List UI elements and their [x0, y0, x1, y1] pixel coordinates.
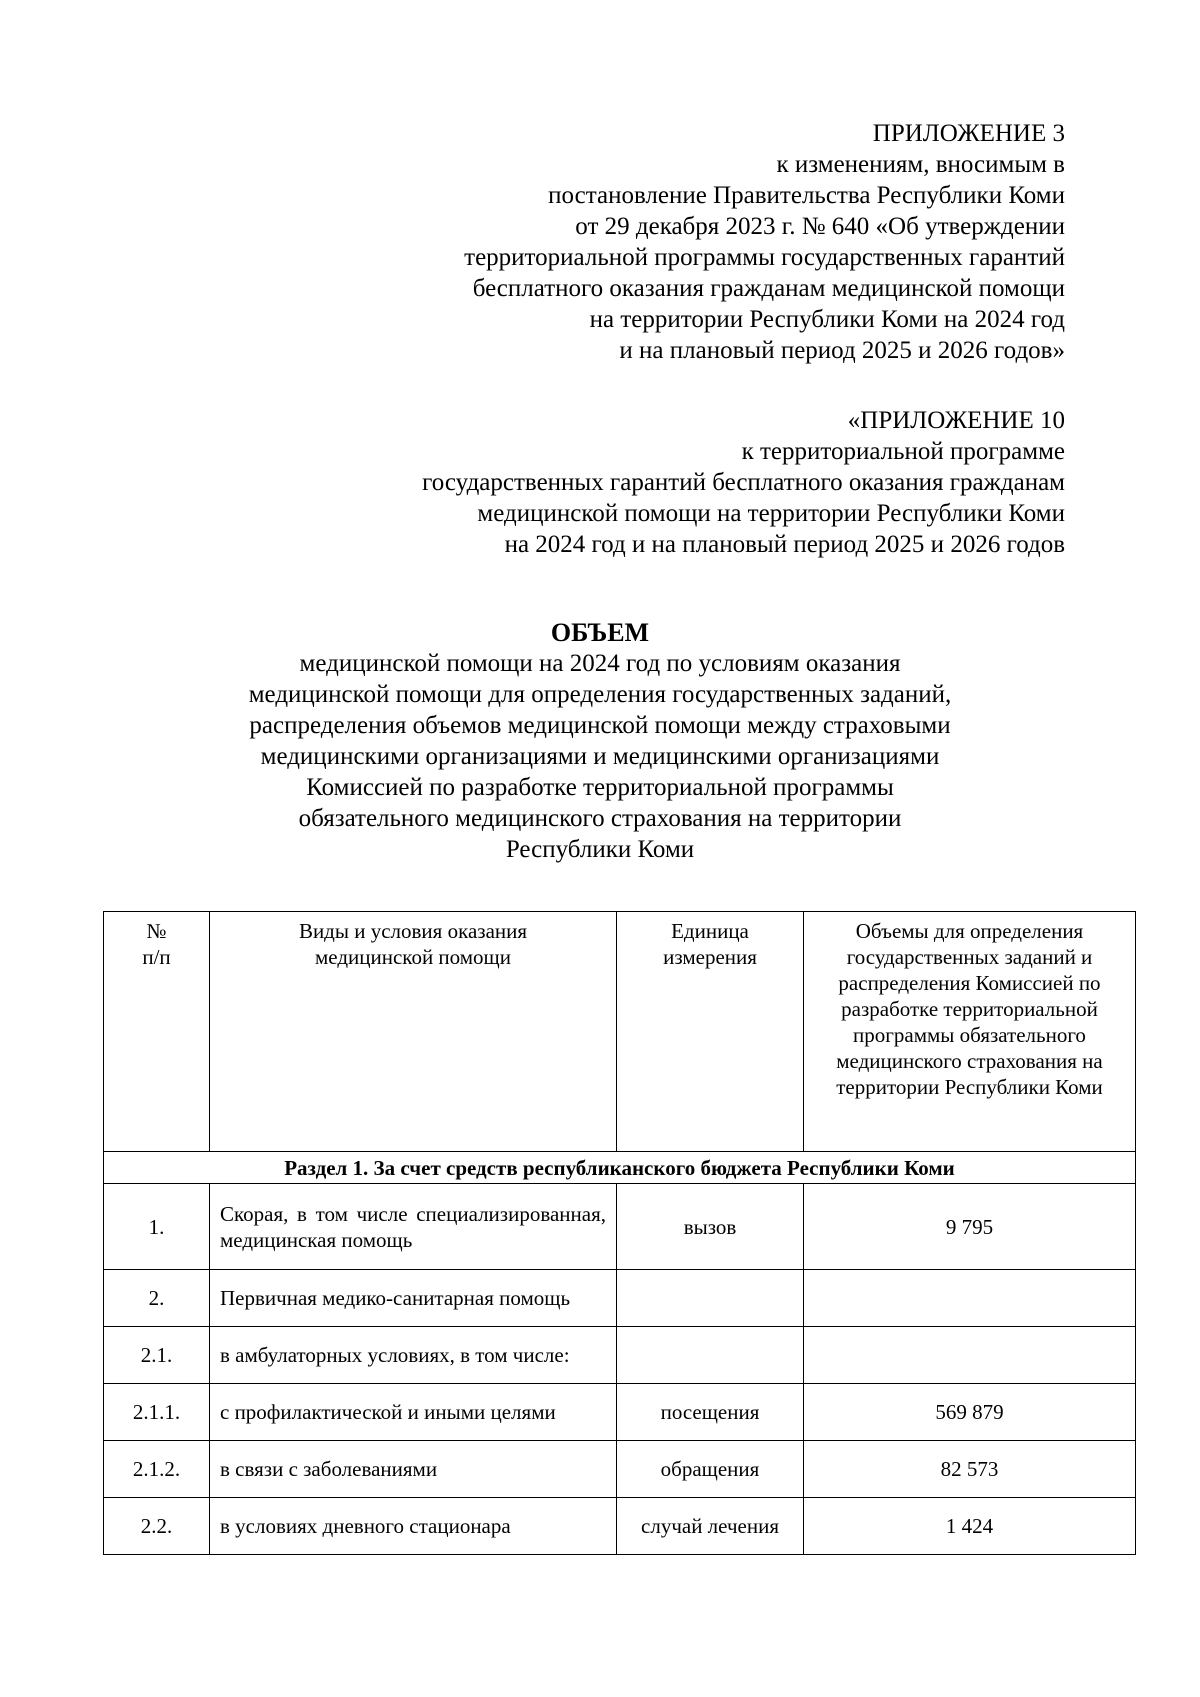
appendix-10-line: государственных гарантий бесплатного оказания гражданам — [422, 469, 1065, 496]
header-volume-line: Объемы для определения — [855, 919, 1084, 943]
header-number-line: п/п — [142, 945, 171, 969]
row-unit: посещения — [617, 1384, 804, 1441]
section-1-title: Раздел 1. За счет средств республиканского бюджета Республики Коми — [104, 1152, 1136, 1184]
document-title: ОБЪЕМ — [550, 618, 650, 647]
appendix-3-line: на территории Республики Коми на 2024 год — [589, 306, 1065, 333]
row-unit: обращения — [617, 1441, 804, 1498]
row-unit: вызов — [617, 1184, 804, 1270]
appendix-3-line: территориальной программы государственных гарантий — [464, 244, 1065, 271]
row-name: в условиях дневного стационара — [210, 1498, 617, 1555]
table-header-row — [104, 912, 1136, 1152]
row-value: 569 879 — [804, 1384, 1136, 1441]
row-value: 1 424 — [804, 1498, 1136, 1555]
header-type — [210, 912, 617, 1152]
row-unit: случай лечения — [617, 1498, 804, 1555]
table-row — [104, 1327, 1136, 1384]
row-name: Скорая, в том числе специализированная, медицинская помощь — [210, 1184, 617, 1270]
header-type-line: медицинской помощи — [315, 945, 511, 969]
header-volume-line: распределения Комиссией по — [838, 971, 1101, 995]
header-number — [104, 912, 210, 1152]
header-unit — [617, 912, 804, 1152]
row-name: Первичная медико-санитарная помощь — [210, 1270, 617, 1327]
header-volume-line: территории Республики Коми — [836, 1075, 1103, 1099]
row-name: в связи с заболеваниями — [210, 1441, 617, 1498]
appendix-3-title: ПРИЛОЖЕНИЕ 3 — [872, 120, 1065, 147]
table-row — [104, 1441, 1136, 1498]
document-subtitle-line: медицинскими организациями и медицинскими организациями — [260, 743, 940, 770]
appendix-3-line: и на плановый период 2025 и 2026 годов» — [619, 337, 1065, 364]
row-number: 2.2. — [104, 1498, 210, 1555]
document-subtitle-line: медицинской помощи на 2024 год по условиям оказания — [299, 650, 901, 677]
appendix-3-line: постановление Правительства Республики Коми — [548, 182, 1065, 209]
row-value — [804, 1270, 1136, 1327]
document-title-block — [0, 617, 1200, 865]
row-number: 2.1.1. — [104, 1384, 210, 1441]
header-unit-line: Единица — [671, 919, 749, 943]
header-volume-line: разработке территориальной — [841, 997, 1098, 1021]
section-row — [104, 1152, 1136, 1184]
table-row — [104, 1384, 1136, 1441]
header-volume-line: медицинского страхования на — [836, 1049, 1103, 1073]
document-subtitle-line: обязательного медицинского страхования на территории — [298, 805, 902, 832]
row-number: 2. — [104, 1270, 210, 1327]
row-value — [804, 1327, 1136, 1384]
header-number-line: № — [146, 919, 167, 943]
row-unit — [617, 1270, 804, 1327]
row-number: 1. — [104, 1184, 210, 1270]
table-row — [104, 1270, 1136, 1327]
appendix-10-title: «ПРИЛОЖЕНИЕ 10 — [847, 407, 1065, 434]
document-subtitle-line: Республики Коми — [505, 836, 695, 863]
header-volume-line: государственных заданий и — [846, 945, 1093, 969]
header-volume-line: программы обязательного — [853, 1023, 1086, 1047]
document-subtitle-line: Комиссией по разработке территориальной программы — [306, 774, 894, 801]
header-type-line: Виды и условия оказания — [298, 919, 528, 943]
appendix-10-header — [422, 405, 1065, 560]
appendix-10-line: на 2024 год и на плановый период 2025 и 2026 годов — [504, 531, 1065, 558]
document-subtitle-line: распределения объемов медицинской помощи между страховыми — [249, 712, 951, 739]
row-name: с профилактической и иными целями — [210, 1384, 617, 1441]
appendix-3-header — [464, 118, 1065, 366]
table-row — [104, 1184, 1136, 1270]
appendix-3-line: к изменениям, вносимым в — [776, 151, 1065, 178]
document-subtitle-line: медицинской помощи для определения государственных заданий, — [248, 681, 952, 708]
appendix-3-line: бесплатного оказания гражданам медицинской помощи — [472, 275, 1065, 302]
row-name: в амбулаторных условиях, в том числе: — [210, 1327, 617, 1384]
header-volume — [804, 912, 1136, 1152]
row-number: 2.1.2. — [104, 1441, 210, 1498]
row-unit — [617, 1327, 804, 1384]
row-value: 9 795 — [804, 1184, 1136, 1270]
volume-table — [103, 911, 1136, 1555]
header-unit-line: измерения — [663, 945, 757, 969]
appendix-10-line: к территориальной программе — [741, 438, 1065, 465]
table-row — [104, 1498, 1136, 1555]
appendix-3-line: от 29 декабря 2023 г. № 640 «Об утверждении — [575, 213, 1065, 240]
appendix-10-line: медицинской помощи на территории Республики Коми — [477, 500, 1065, 527]
row-number: 2.1. — [104, 1327, 210, 1384]
row-value: 82 573 — [804, 1441, 1136, 1498]
